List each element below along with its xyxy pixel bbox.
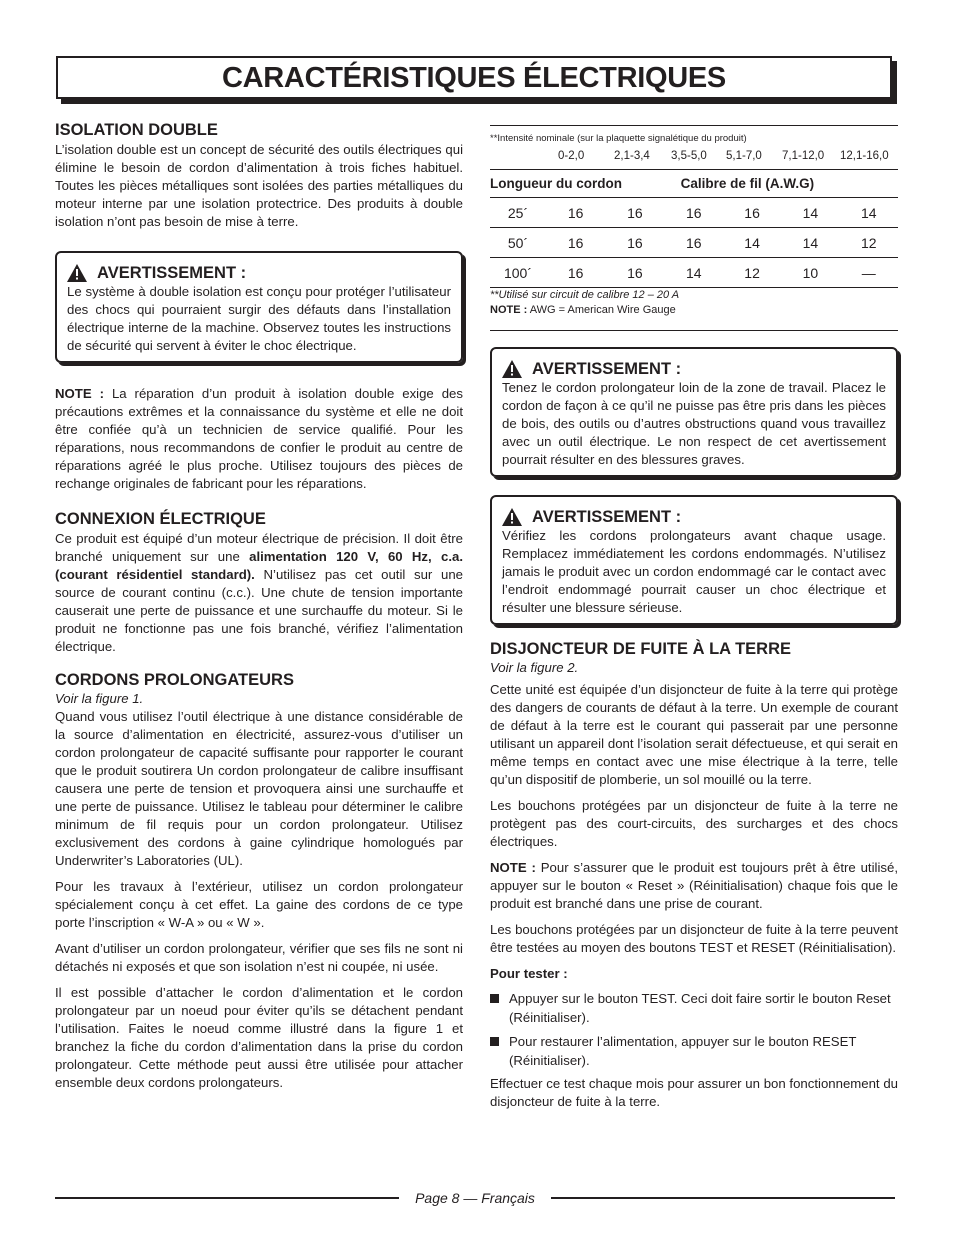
gfci-note-text: Pour s’assurer que le produit est toujours prêt à être utilisé, appuyer sur le bouton « Reset » (Réinitialisation) chaque fois que le produit est branché dans une prise de courant.: [490, 860, 898, 911]
gfci-paragraph-2: Les bouchons protégées par un disjoncteur de fuite à la terre ne protègent pas des court-circuits, des surcharges et des chocs électriques.: [490, 798, 898, 849]
note-paragraph: [55, 385, 463, 493]
table-caption: **Intensité nominale (sur la plaquette signalétique du produit): [490, 133, 747, 144]
cordons-paragraph-3: Avant d’utiliser un cordon prolongateur, vérifier que ses fils ne sont ni détachés ni exposés et que son isolation n’est ni coupée, ni usée.: [55, 941, 463, 974]
connexion-heading: CONNEXION ÉLECTRIQUE: [55, 510, 266, 528]
table-footnote: **Utilisé sur circuit de calibre 12 – 20 A: [490, 289, 680, 301]
cell: 14: [744, 234, 760, 251]
connexion-text-b: N’utilisez pas cet outil sur une source de courant continu (c.c.). Une chute de tension importante causerait une perte de puissance et une surchauffe du moteur. Si le produit ne fonctionne pas une fois branché, vérifiez l’alimentation électrique.: [55, 567, 463, 654]
cordons-paragraph-4: Il est possible d’attacher le cordon d’alimentation et le cordon prolongateur par un noeud pour éviter qu’ils se détachent pendant l’utilisation. Faites le noeud comme illustré dans la figure 1 et branchez la fiche du cordon d’alimentation dans la prise du cordon prolongateur. Cette méthode peut aussi être utilisée pour attacher ensemble deux cordons prolongateurs.: [55, 985, 463, 1090]
bullet-text: Appuyer sur le bouton TEST. Ceci doit faire sortir le bouton Reset (Réinitialiser).: [509, 991, 891, 1025]
page-footer: [55, 1188, 895, 1208]
cell: 16: [567, 204, 584, 221]
cordons-paragraph-2: Pour les travaux à l’extérieur, utilisez un cordon prolongateur spécialement conçu à cet effet. La gaine des cordons de ce type porte l’inscription « W-A » ou « W ».: [55, 879, 463, 930]
isolation-heading: ISOLATION DOUBLE: [55, 121, 218, 139]
warning-title: AVERTISSEMENT :: [532, 360, 682, 378]
gfci-note: [490, 859, 898, 913]
cell: —: [861, 264, 876, 281]
bullet-text: Pour restaurer l’alimentation, appuyer sur le bouton RESET (Réinitialiser).: [509, 1034, 857, 1068]
amp-range: 5,1-7,0: [726, 150, 762, 162]
col-header-gauge: Calibre de fil (A.W.G): [680, 176, 815, 191]
table-notes: [490, 288, 898, 331]
cell: 16: [627, 204, 643, 221]
cell: 12: [861, 234, 877, 251]
footer-text: Page 8 — Français: [415, 1190, 535, 1206]
warning-text: Tenez le cordon prolongateur loin de la zone de travail. Placez le cordon de façon à ce qu’il ne puisse pas être pris dans les pièces de bois, des outils ou d’autres obstructions quand vous travaillez avec un outil électrique. Le non respect de cet avertissement pourrait résulter en des blessures graves.: [502, 380, 886, 467]
test-label-paragraph: [490, 965, 898, 983]
warning-triangle-icon: [502, 360, 522, 378]
gfci-paragraph-1: Cette unité est équipée d’un disjoncteur de fuite à la terre qui protège des dangers de courants de défaut à la terre. Un exemple de courant de défaut à la terre est le courant qui passerait par une personne utilisant un appareil dont l’isolation serait défectueuse, et qui serait en même temps en contact avec une mise électrique à la terre, telle qu’un dispositif de plomberie, un sol mouillé ou la terre.: [490, 682, 898, 787]
amp-range: 2,1-3,4: [614, 150, 650, 162]
cell-length: 50´: [507, 234, 529, 251]
cell: 16: [744, 204, 760, 221]
note-text: La réparation d’un produit à isolation double exige des précautions extrêmes et la connaissance du système et elle ne doit être confiée qu’à un technicien de service qualifié. Pour les réparations, nous recommandons de confier le produit au centre de réparations agréé le plus proche. Utilisez toujours des pièces de rechange originales de fabricant pour les réparations.: [55, 386, 463, 491]
connexion-text-a: Ce produit est équipé d’un moteur électrique de précision. Il doit être branché uniquement sur une: [55, 531, 463, 564]
connexion-text-bold: alimentation 120 V, 60 Hz, c.a. (courant résidentiel standard).: [55, 549, 463, 582]
col-header-length: Longueur du cordon: [490, 176, 622, 191]
page-title: CARACTÉRISTIQUES ÉLECTRIQUES: [222, 62, 726, 94]
warning-title: AVERTISSEMENT :: [532, 508, 682, 526]
gfci-paragraph-4: Effectuer ce test chaque mois pour assurer un bon fonctionnement du disjoncteur de fuite à la terre.: [490, 1076, 898, 1109]
cordons-paragraph-1: Quand vous utilisez l’outil électrique à une distance considérable de la source d’alimentation en électricité, assurez-vous d’utiliser un cordon prolongateur de capacité suffisante pour rapporter le courant que le produit soutirera Un cordon prolongateur de calibre insuffisant causera une perte de tension et provoquera ainsi une surchauffe et une perte de puissance. Utilisez le tableau pour déterminer le calibre minimum de fil requis pour un cordon prolongateur. Utilisez exclusivement des cordons à gaine cylindrique homologués par Underwriter’s Laboratories (UL).: [55, 709, 463, 868]
gfci-note-label: NOTE :: [490, 860, 536, 875]
cordons-heading: CORDONS PROLONGATEURS: [55, 671, 294, 689]
square-bullet-icon: [490, 994, 499, 1003]
cell: 16: [567, 264, 584, 281]
gfci-paragraph-3: Les bouchons protégées par un disjoncteur de fuite à la terre peuvent être testées au moyen des boutons TEST et RESET (Réinitialisation).: [490, 922, 898, 955]
warning-text: Vérifiez les cordons prolongateurs avant chaque usage. Remplacez immédiatement les cordons endommagés. N’utilisez jamais le produit avec un cordon endommagé car le contact avec l’endroit endommagé pourrait causer un choc électrique et résulter une blessure sérieuse.: [502, 528, 886, 615]
warning-triangle-icon: [502, 508, 522, 526]
list-item: [490, 1032, 898, 1070]
table-row: [490, 228, 898, 258]
cord-table-section: [490, 125, 898, 331]
cell: 16: [685, 234, 702, 251]
table-row: [490, 198, 898, 228]
cell: 10: [802, 264, 819, 281]
right-column: [490, 125, 898, 1119]
cell: 14: [802, 234, 819, 251]
table-note-text: AWG = American Wire Gauge: [527, 304, 676, 316]
cell-length: 25´: [507, 204, 529, 221]
cell: 16: [567, 234, 584, 251]
left-column: [55, 120, 463, 1100]
table-note-label: NOTE :: [490, 304, 528, 316]
warning-text: Le système à double isolation est conçu pour protéger l’utilisateur des chocs qui pourraient surgir des défauts dans l’installation électrique interne de la machine. Observez toutes les instructions de sécurité qui servent à éviter le choc électrique.: [67, 284, 451, 353]
amp-range: 3,5-5,0: [671, 150, 707, 162]
warning-box-cord-location: [490, 347, 898, 477]
cell: 12: [744, 264, 760, 281]
amp-range: 0-2,0: [558, 150, 585, 162]
warning-box-cord-check: [490, 495, 898, 625]
test-label: Pour tester :: [490, 966, 568, 981]
footer-rule-right: [551, 1197, 895, 1199]
amp-range: 12,1-16,0: [840, 150, 889, 162]
isolation-text: L’isolation double est un concept de sécurité des outils électriques qui élimine le besoin de cordon d’alimentation à trois fiches habituel. Toutes les pièces métalliques sont isolées des parties métalliques du moteur interne par une isolation protectrice. Des produits à double isolation n’ont pas besoin de mise à terre.: [55, 142, 463, 229]
cell: 16: [627, 234, 643, 251]
cord-gauge-table: [490, 169, 898, 288]
gfci-heading: DISJONCTEUR DE FUITE À LA TERRE: [490, 640, 791, 658]
page-title-box: [56, 56, 892, 99]
connexion-text: [55, 530, 463, 656]
warning-triangle-icon: [67, 264, 87, 282]
table-header-row: [490, 170, 898, 198]
square-bullet-icon: [490, 1037, 499, 1046]
cell: 14: [802, 204, 819, 221]
cell: 16: [627, 264, 643, 281]
cell: 14: [861, 204, 877, 221]
amp-range: 7,1-12,0: [782, 150, 825, 162]
list-item: [490, 989, 898, 1027]
footer-rule-left: [55, 1197, 399, 1199]
gfci-see-figure: Voir la figure 2.: [490, 660, 579, 675]
warning-box-isolation: [55, 251, 463, 363]
warning-title: AVERTISSEMENT :: [97, 264, 247, 282]
note-label: NOTE :: [55, 386, 104, 401]
cell: 14: [685, 264, 702, 281]
cell-length: 100´: [503, 264, 533, 281]
cordons-see-figure: Voir la figure 1.: [55, 691, 144, 706]
amp-ranges: [490, 148, 898, 164]
table-row: [490, 258, 898, 288]
cell: 16: [685, 204, 702, 221]
